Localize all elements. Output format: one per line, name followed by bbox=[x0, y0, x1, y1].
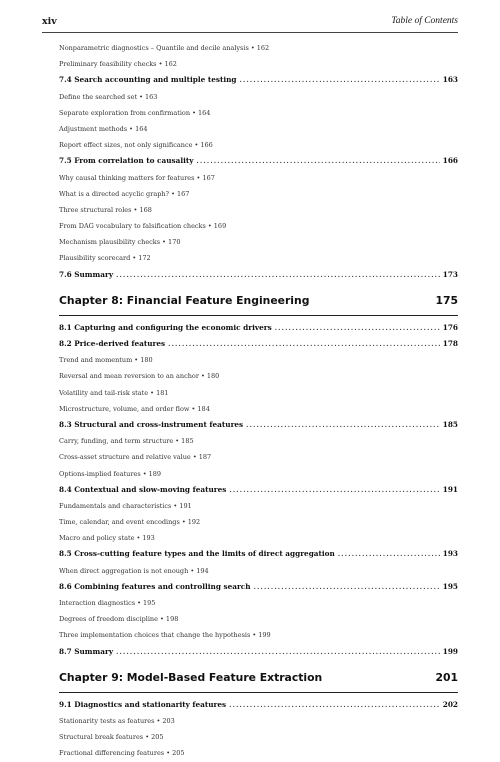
toc-section-entry[interactable] bbox=[59, 644, 458, 660]
section-title: 7.6 Summary bbox=[59, 269, 114, 279]
chapter-page-number: 201 bbox=[435, 671, 458, 685]
dot-leader bbox=[116, 644, 440, 660]
toc-subentry[interactable]: Structural break features • 205 bbox=[59, 733, 164, 742]
toc-subentry[interactable]: Report effect sizes, not only significance • 166 bbox=[59, 141, 213, 150]
toc-subentry[interactable]: Plausibility scorecard • 172 bbox=[59, 254, 151, 263]
section-title: 8.7 Summary bbox=[59, 646, 114, 656]
toc-subentry[interactable]: Microstructure, volume, and order flow • 184 bbox=[59, 404, 210, 413]
dot-leader bbox=[116, 267, 440, 283]
toc-section-entry[interactable] bbox=[59, 482, 458, 498]
toc-subentry[interactable]: Three structural roles • 168 bbox=[59, 205, 152, 214]
page-header bbox=[42, 14, 458, 33]
dot-leader bbox=[197, 153, 440, 169]
toc-subentry[interactable]: When direct aggregation is not enough • 194 bbox=[59, 566, 209, 575]
dot-leader bbox=[240, 72, 440, 88]
toc-subentry[interactable]: Reversal and mean reversion to an anchor • 180 bbox=[59, 372, 220, 381]
toc-section-entry[interactable] bbox=[59, 320, 458, 336]
section-title: 8.4 Contextual and slow-moving features bbox=[59, 484, 227, 494]
section-page-number: 166 bbox=[442, 156, 458, 166]
toc-subentry[interactable]: Trend and momentum • 180 bbox=[59, 356, 153, 365]
dot-leader bbox=[229, 482, 439, 498]
toc-section-entry[interactable] bbox=[59, 153, 458, 169]
chapter-title: Chapter 9: Model-Based Feature Extraction bbox=[59, 671, 323, 685]
section-page-number: 178 bbox=[442, 339, 458, 348]
toc-chapter-heading[interactable] bbox=[59, 287, 458, 316]
toc-section-entry[interactable] bbox=[59, 417, 458, 433]
toc-subentry[interactable]: Stationarity tests as features • 203 bbox=[59, 716, 175, 725]
section-page-number: 202 bbox=[442, 699, 458, 709]
toc-subentry[interactable]: Adjustment methods • 164 bbox=[59, 124, 148, 133]
toc-section-entry[interactable] bbox=[59, 579, 458, 595]
section-title: 8.2 Price-derived features bbox=[59, 339, 166, 348]
toc-section-entry[interactable] bbox=[59, 72, 458, 88]
section-title: 9.1 Diagnostics and stationarity features bbox=[59, 699, 227, 709]
table-of-contents bbox=[59, 40, 458, 762]
toc-subentry[interactable]: Preliminary feasibility checks • 162 bbox=[59, 60, 177, 69]
section-page-number: 191 bbox=[442, 484, 458, 494]
toc-subentry[interactable]: Three implementation choices that change the hypothesis • 199 bbox=[59, 631, 271, 640]
toc-subentry[interactable]: Volatility and tail-risk state • 181 bbox=[59, 388, 169, 397]
section-page-number: 173 bbox=[442, 269, 458, 279]
toc-subentry[interactable]: From DAG vocabulary to falsification checks • 169 bbox=[59, 222, 227, 231]
toc-subentry[interactable]: What is a directed acyclic graph? • 167 bbox=[59, 189, 190, 198]
toc-subentry[interactable]: Define the searched set • 163 bbox=[59, 92, 158, 101]
page-number: xiv bbox=[42, 16, 57, 27]
section-title: 8.6 Combining features and controlling search bbox=[59, 581, 251, 591]
section-title: 8.5 Cross-cutting feature types and the limits of direct aggregation bbox=[59, 549, 335, 559]
toc-subentry[interactable]: Macro and policy state • 193 bbox=[59, 534, 155, 543]
toc-subentry[interactable]: Separate exploration from confirmation • 164 bbox=[59, 108, 211, 117]
toc-subentry[interactable]: Mechanism plausibility checks • 170 bbox=[59, 238, 181, 247]
toc-subentry[interactable]: Cross-asset structure and relative value • 187 bbox=[59, 453, 212, 462]
toc-subentry[interactable]: Time, calendar, and event encodings • 192 bbox=[59, 518, 201, 527]
section-page-number: 185 bbox=[442, 419, 458, 429]
section-title: 8.3 Structural and cross-instrument features bbox=[59, 419, 244, 429]
section-page-number: 176 bbox=[442, 322, 458, 332]
section-page-number: 199 bbox=[442, 646, 458, 656]
section-title: 7.4 Search accounting and multiple testing bbox=[59, 75, 237, 85]
toc-subentry[interactable]: Fundamentals and characteristics • 191 bbox=[59, 501, 192, 510]
running-title: Table of Contents bbox=[391, 16, 458, 26]
dot-leader bbox=[338, 546, 440, 562]
toc-subentry[interactable]: Why causal thinking matters for features • 167 bbox=[59, 173, 215, 182]
toc-section-entry[interactable] bbox=[59, 697, 458, 713]
section-title: 8.1 Capturing and configuring the economic drivers bbox=[59, 322, 272, 332]
section-title: 7.5 From correlation to causality bbox=[59, 156, 194, 166]
toc-subentry[interactable]: Interaction diagnostics • 195 bbox=[59, 599, 156, 607]
toc-section-entry[interactable] bbox=[59, 267, 458, 283]
toc-subentry[interactable]: Fractional differencing features • 205 bbox=[59, 749, 185, 758]
dot-leader bbox=[275, 320, 440, 336]
toc-subentry[interactable]: Carry, funding, and term structure • 185 bbox=[59, 437, 194, 446]
toc-section-entry[interactable] bbox=[59, 546, 458, 562]
dot-leader bbox=[168, 336, 440, 352]
dot-leader bbox=[254, 579, 440, 595]
section-page-number: 193 bbox=[442, 549, 458, 559]
dot-leader bbox=[229, 697, 440, 713]
chapter-page-number: 175 bbox=[435, 294, 458, 308]
toc-subentry[interactable]: Nonparametric diagnostics – Quantile and decile analysis • 162 bbox=[59, 44, 270, 52]
toc-subentry[interactable]: Options-implied features • 189 bbox=[59, 469, 162, 478]
toc-subentry[interactable]: Degrees of freedom discipline • 198 bbox=[59, 615, 179, 624]
toc-section-entry[interactable] bbox=[59, 336, 458, 352]
section-page-number: 163 bbox=[442, 75, 458, 85]
chapter-title: Chapter 8: Financial Feature Engineering bbox=[59, 294, 310, 308]
dot-leader bbox=[246, 417, 440, 433]
toc-chapter-heading[interactable] bbox=[59, 664, 458, 693]
section-page-number: 195 bbox=[442, 581, 458, 591]
